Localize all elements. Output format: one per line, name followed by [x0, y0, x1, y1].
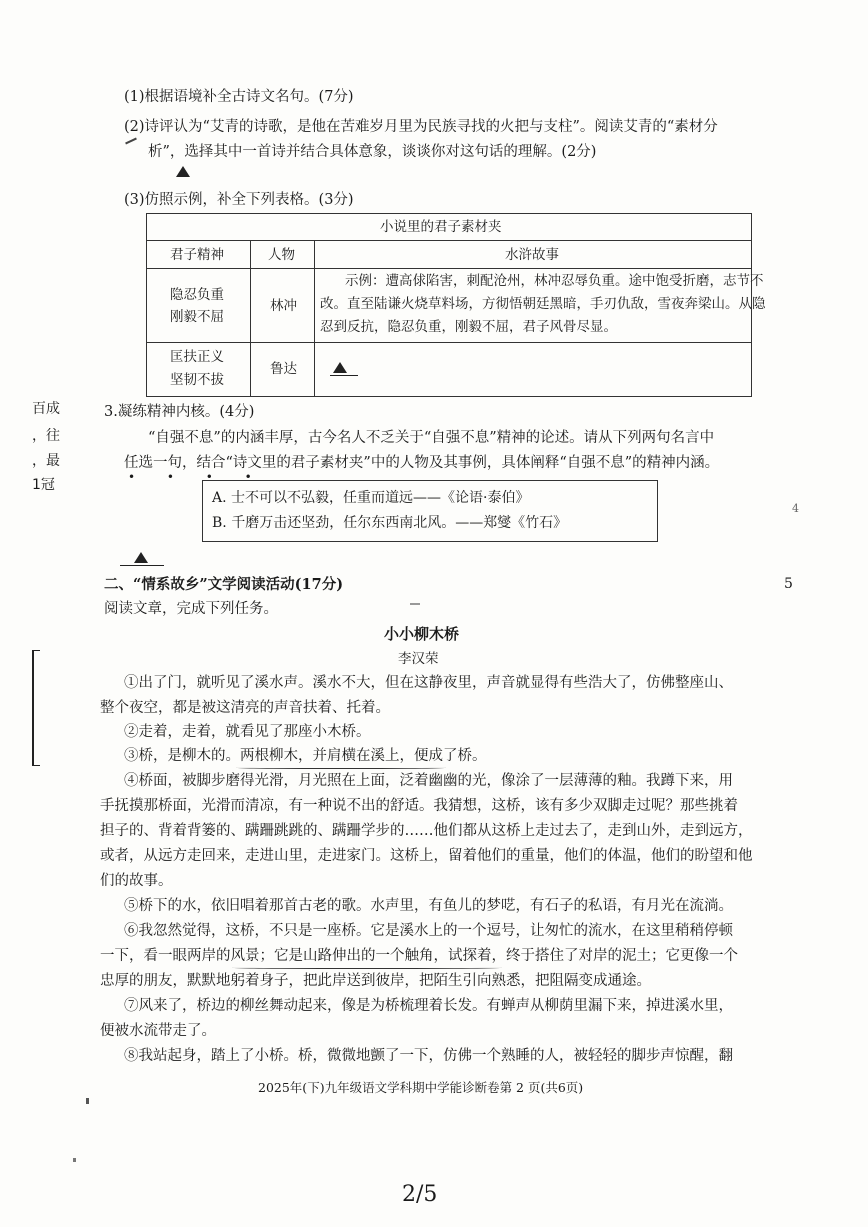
q1-item3: (3)仿照示例，补全下列表格。(3分) [124, 192, 354, 208]
scan-speck [410, 603, 420, 605]
q3-heading: 3.凝练精神内核。(4分) [104, 404, 255, 420]
quote-b: B. 千磨万击还坚劲，任尔东西南北风。——郑燮《竹石》 [212, 515, 568, 531]
article-line: 们的故事。 [100, 873, 173, 889]
q3-para-line2: 任选一句，结合“诗文里的君子素材夹”中的人物及其事例，具体阐释“自强不息”的精神内涵。 [124, 455, 720, 471]
q1-item2-line1: (2)诗评认为“艾青的诗歌，是他在苦难岁月里为民族寻找的火把与支柱”。阅读艾青的“素材分 [124, 119, 718, 135]
q1-item2-line2: 析”，选择其中一首诗并结合具体意象，谈谈你对这句话的理解。(2分) [148, 144, 597, 160]
margin-right-5: 5 [784, 576, 793, 592]
row1-story-line3: 忍到反抗，隐忍负重，刚毅不屈，君子风骨尽显。 [320, 319, 617, 335]
margin-note-3: ，最 [32, 453, 60, 469]
answer-triangle-icon [333, 362, 347, 373]
row1-story-line2: 改。直至陆谦火烧草料场，方彻悟朝廷黑暗，手刃仇敌，雪夜奔梁山。从隐 [320, 296, 766, 312]
article-line: ⑤桥下的水，依旧唱着那首古老的歌。水声里，有鱼儿的梦呓，有石子的私语，有月光在流淌。 [124, 898, 733, 914]
emphasis-dots: • • • • [128, 470, 266, 484]
margin-note-4: 1冠 [32, 477, 55, 493]
q1-item1: (1)根据语境补全古诗文名句。(7分) [124, 89, 354, 105]
article-line: ③桥，是柳木的。两根柳木，并肩横在溪上，便成了桥。 [124, 748, 487, 764]
header-person: 人物 [268, 247, 295, 263]
row1-person: 林冲 [270, 298, 297, 314]
article-line: 整个夜空，都是被这清亮的声音扶着、托着。 [100, 700, 390, 716]
margin-bracket-bottom [32, 765, 40, 766]
scan-speck [86, 1098, 89, 1104]
pencil-underline [236, 766, 446, 769]
answer-underline [330, 375, 358, 376]
margin-bracket-top [32, 650, 40, 651]
row1-spirit-line1: 隐忍负重 [170, 287, 224, 303]
article-line: 便被水流带走了。 [100, 1023, 216, 1039]
pen-mark [125, 138, 137, 145]
quote-a: A. 士不可以不弘毅，任重而道远——《论语·泰伯》 [212, 490, 530, 506]
article-line: ①出了门，就听见了溪水声。溪水不大，但在这静夜里，声音就显得有些浩大了，仿佛整座山、 [124, 675, 733, 691]
article-line: ④桥面，被脚步磨得光滑，月光照在上面，泛着幽幽的光，像涂了一层薄薄的釉。我蹲下来，用 [124, 773, 733, 789]
section2-instruction: 阅读文章，完成下列任务。 [104, 601, 278, 617]
margin-bracket [32, 650, 34, 765]
article-line: 忠厚的朋友，默默地躬着身子，把此岸送到彼岸，把陌生引向熟悉，把阻隔变成通途。 [100, 973, 651, 989]
answer-underline [120, 565, 164, 566]
page-footer: 2025年(下)九年级语文学科期中学能诊断卷第 2 页(共6页) [258, 1080, 584, 1095]
article-line: ⑦风来了，桥边的柳丝舞动起来，像是为桥梳理着长发。有蝉声从柳荫里漏下来，掉进溪水里， [124, 998, 733, 1014]
row2-spirit-line1: 匡扶正义 [170, 349, 224, 365]
margin-right-4: 4 [792, 502, 799, 515]
article-line: ⑥我忽然觉得，这桥，不只是一座桥。它是溪水上的一个逗号，让匆忙的流水，在这里稍稍停顿 [124, 923, 733, 939]
header-story: 水浒故事 [505, 247, 559, 263]
header-spirit: 君子精神 [170, 247, 224, 263]
answer-triangle-icon [134, 552, 148, 563]
article-line: ⑧我站起身，踏上了小桥。桥，微微地颤了一下，仿佛一个熟睡的人，被轻轻的脚步声惊醒，翻 [124, 1048, 733, 1064]
article-author: 李汉荣 [398, 651, 439, 667]
row2-person: 鲁达 [270, 361, 297, 377]
article-title: 小小柳木桥 [384, 625, 460, 643]
article-line: 担子的、背着背篓的、蹒跚跳跳的、蹒跚学步的……他们都从这桥上走过去了，走到山外，走到远方， [100, 823, 753, 839]
article-line: 或者，从远方走回来，走进山里，走进家门。这桥上，留着他们的重量，他们的体温，他们的盼望和他 [100, 848, 753, 864]
article-line: ②走着，走着，就看见了那座小木桥。 [124, 724, 371, 740]
row1-spirit-line2: 刚毅不屈 [170, 309, 224, 325]
margin-note-2: ，往 [32, 428, 60, 444]
page-number: 2/5 [402, 1182, 438, 1207]
article-line: 手抚摸那桥面，光滑而清凉，有一种说不出的舒适。我猜想，这桥，该有多少双脚走过呢？那些挑着 [100, 798, 738, 814]
pencil-underline [232, 966, 502, 969]
article-line: 一下，看一眼两岸的风景；它是山路伸出的一个触角，试探着，终于搭住了对岸的泥土；它更像一个 [100, 948, 738, 964]
scan-speck [73, 1158, 76, 1162]
table-title: 小说里的君子素材夹 [380, 219, 502, 235]
q3-para-line1: “自强不息”的内涵丰厚，古今名人不乏关于“自强不息”精神的论述。请从下列两句名言中 [148, 430, 715, 446]
section2-heading: 二、“情系故乡”文学阅读活动(17分) [104, 576, 344, 593]
row2-spirit-line2: 坚韧不拔 [170, 372, 224, 388]
margin-note-1: 百成 [32, 401, 60, 417]
row1-story-line1: 示例：遭高俅陷害，刺配沧州，林冲忍辱负重。途中饱受折磨，志节不 [345, 273, 764, 289]
answer-triangle-icon [176, 166, 190, 177]
